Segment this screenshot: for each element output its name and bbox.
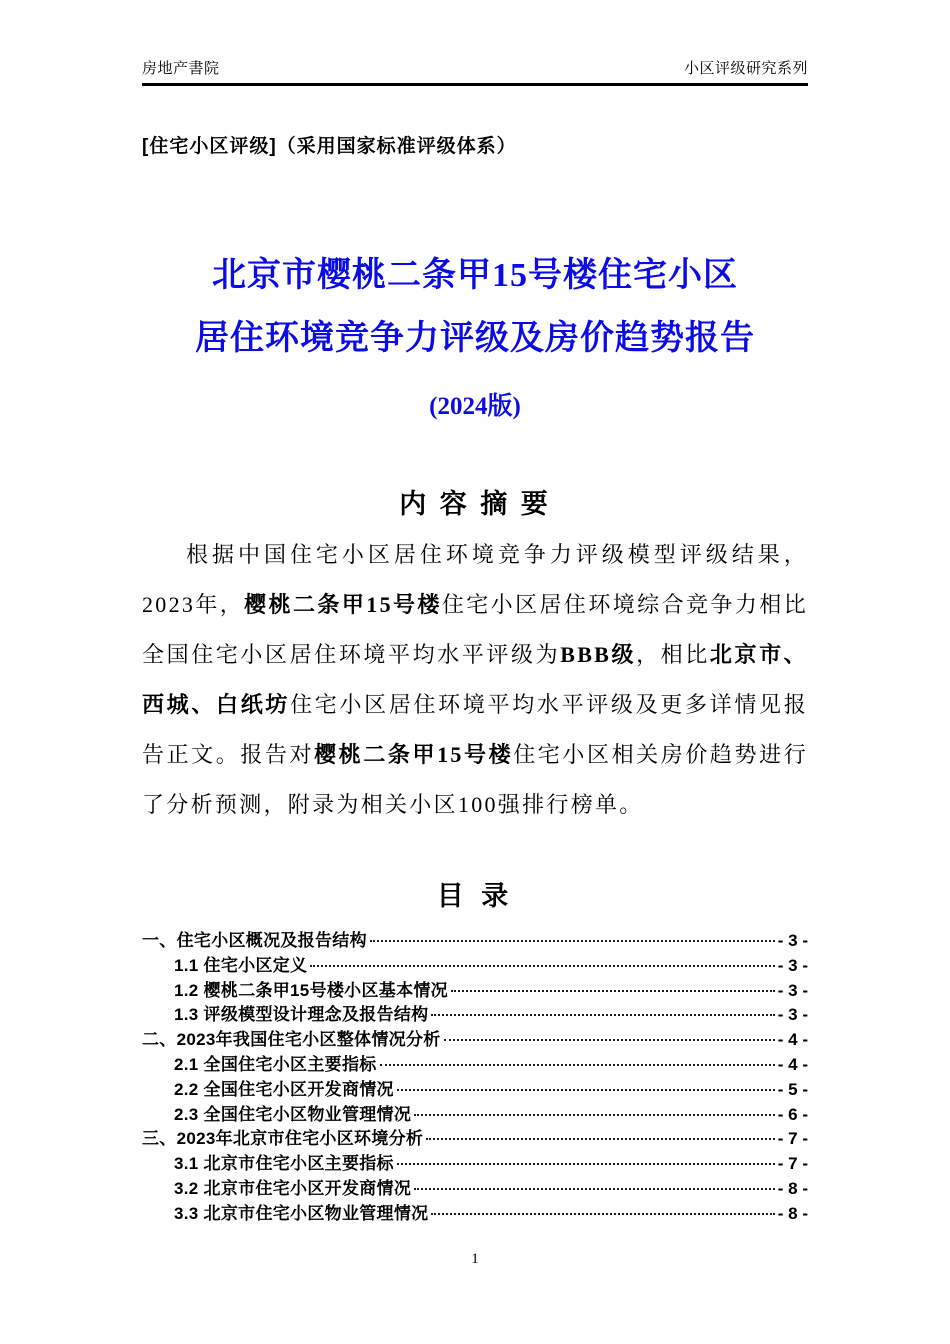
header-divider: [142, 83, 808, 86]
toc-dot-leader: [426, 1138, 775, 1140]
report-title-line1: 北京市樱桃二条甲15号楼住宅小区: [212, 257, 738, 294]
toc-item: [142, 1124, 808, 1149]
toc-item-page: - 8 -: [777, 1203, 808, 1223]
toc-item-label: 2.2 全国住宅小区开发商情况: [174, 1079, 394, 1099]
toc-dot-leader: [431, 1213, 774, 1215]
toc-dot-leader: [310, 965, 774, 967]
toc-item: [142, 1199, 808, 1224]
summary-heading: 内 容 摘 要: [399, 489, 551, 519]
toc-item: [142, 1075, 808, 1100]
toc-item-label: 3.1 北京市住宅小区主要指标: [174, 1154, 394, 1174]
summary-bold-text: 樱桃二条甲15号楼: [314, 742, 514, 767]
toc-item-page: - 3 -: [777, 980, 808, 1000]
header-left-text: 房地产書院: [142, 60, 220, 77]
toc-item-page: - 6 -: [777, 1104, 808, 1124]
toc-heading: 目 录: [436, 881, 514, 911]
toc-item-page: - 7 -: [777, 1154, 808, 1174]
summary-bold-text: BBB级: [560, 642, 637, 667]
page-header: [142, 0, 808, 83]
summary-text: 住宅小区居住环境综合竞争力相比全国住宅小区居住环境平均水平评级为: [142, 592, 808, 667]
toc-dot-leader: [380, 1064, 775, 1066]
toc-item-page: - 8 -: [777, 1178, 808, 1198]
toc-item-label: 2.1 全国住宅小区主要指标: [174, 1054, 377, 1074]
toc-dot-leader: [414, 1188, 775, 1190]
report-title: [142, 244, 808, 422]
toc-item: [142, 1149, 808, 1174]
toc-list: [142, 926, 808, 1224]
report-title-edition: (2024版): [429, 393, 521, 420]
toc-item: [142, 1025, 808, 1050]
toc-dot-leader: [397, 1089, 775, 1091]
toc-item-label: 1.2 樱桃二条甲15号楼小区基本情况: [174, 980, 448, 1000]
toc-item-page: - 5 -: [777, 1079, 808, 1099]
toc-item-page: - 3 -: [777, 955, 808, 975]
toc-item-label: 2.3 全国住宅小区物业管理情况: [174, 1104, 412, 1124]
toc-dot-leader: [444, 1039, 775, 1041]
toc-item: [142, 1100, 808, 1125]
toc-item-page: - 4 -: [777, 1054, 808, 1074]
page-number: 1: [471, 1251, 479, 1267]
toc-item-label: 三、2023年北京市住宅小区环境分析: [142, 1129, 424, 1149]
summary-text: ，相比: [636, 642, 710, 667]
toc-item-page: - 7 -: [777, 1129, 808, 1149]
toc-item-page: - 3 -: [777, 931, 808, 950]
toc-item-label: 1.3 评级模型设计理念及报告结构: [174, 1005, 429, 1025]
summary-paragraph: [142, 530, 808, 830]
toc-item-page: - 4 -: [777, 1030, 808, 1050]
toc-item-label: 3.3 北京市住宅小区物业管理情况: [174, 1203, 429, 1223]
report-title-line2: 居住环境竞争力评级及房价趋势报告: [195, 320, 755, 357]
toc-item-label: 二、2023年我国住宅小区整体情况分析: [142, 1030, 441, 1050]
summary-text: 住宅小区相关房价趋势进行了分析预测，附录为相关小区100强排行榜单。: [142, 742, 809, 817]
summary-bold-text: 北京市、西城、白纸坊: [142, 642, 808, 717]
summary-text: 住宅小区居住环境平均水平评级及更多详情见报告正文。报告对: [142, 692, 808, 767]
summary-text: 根据中国住宅小区居住环境竞争力评级模型评级结果，2023年，: [142, 542, 808, 617]
summary-bold-text: 樱桃二条甲15号楼: [244, 592, 442, 617]
toc-dot-leader: [431, 1014, 774, 1016]
toc-item: [142, 1000, 808, 1025]
toc-dot-leader: [451, 990, 775, 992]
toc-item: [142, 976, 808, 1001]
toc-item: [142, 926, 808, 951]
toc-item: [142, 1174, 808, 1199]
rating-system-tagline: [住宅小区评级]（采用国家标准评级体系）: [142, 136, 517, 157]
toc-item-label: 1.1 住宅小区定义: [174, 955, 308, 975]
toc-dot-leader: [370, 940, 775, 942]
header-right-text: 小区评级研究系列: [683, 60, 808, 77]
toc-item: [142, 951, 808, 976]
toc-dot-leader: [414, 1114, 775, 1116]
toc-item-label: 一、住宅小区概况及报告结构: [142, 931, 367, 950]
toc-item-page: - 3 -: [777, 1005, 808, 1025]
toc-item: [142, 1050, 808, 1075]
toc-dot-leader: [397, 1163, 775, 1165]
toc-item-label: 3.2 北京市住宅小区开发商情况: [174, 1178, 412, 1198]
